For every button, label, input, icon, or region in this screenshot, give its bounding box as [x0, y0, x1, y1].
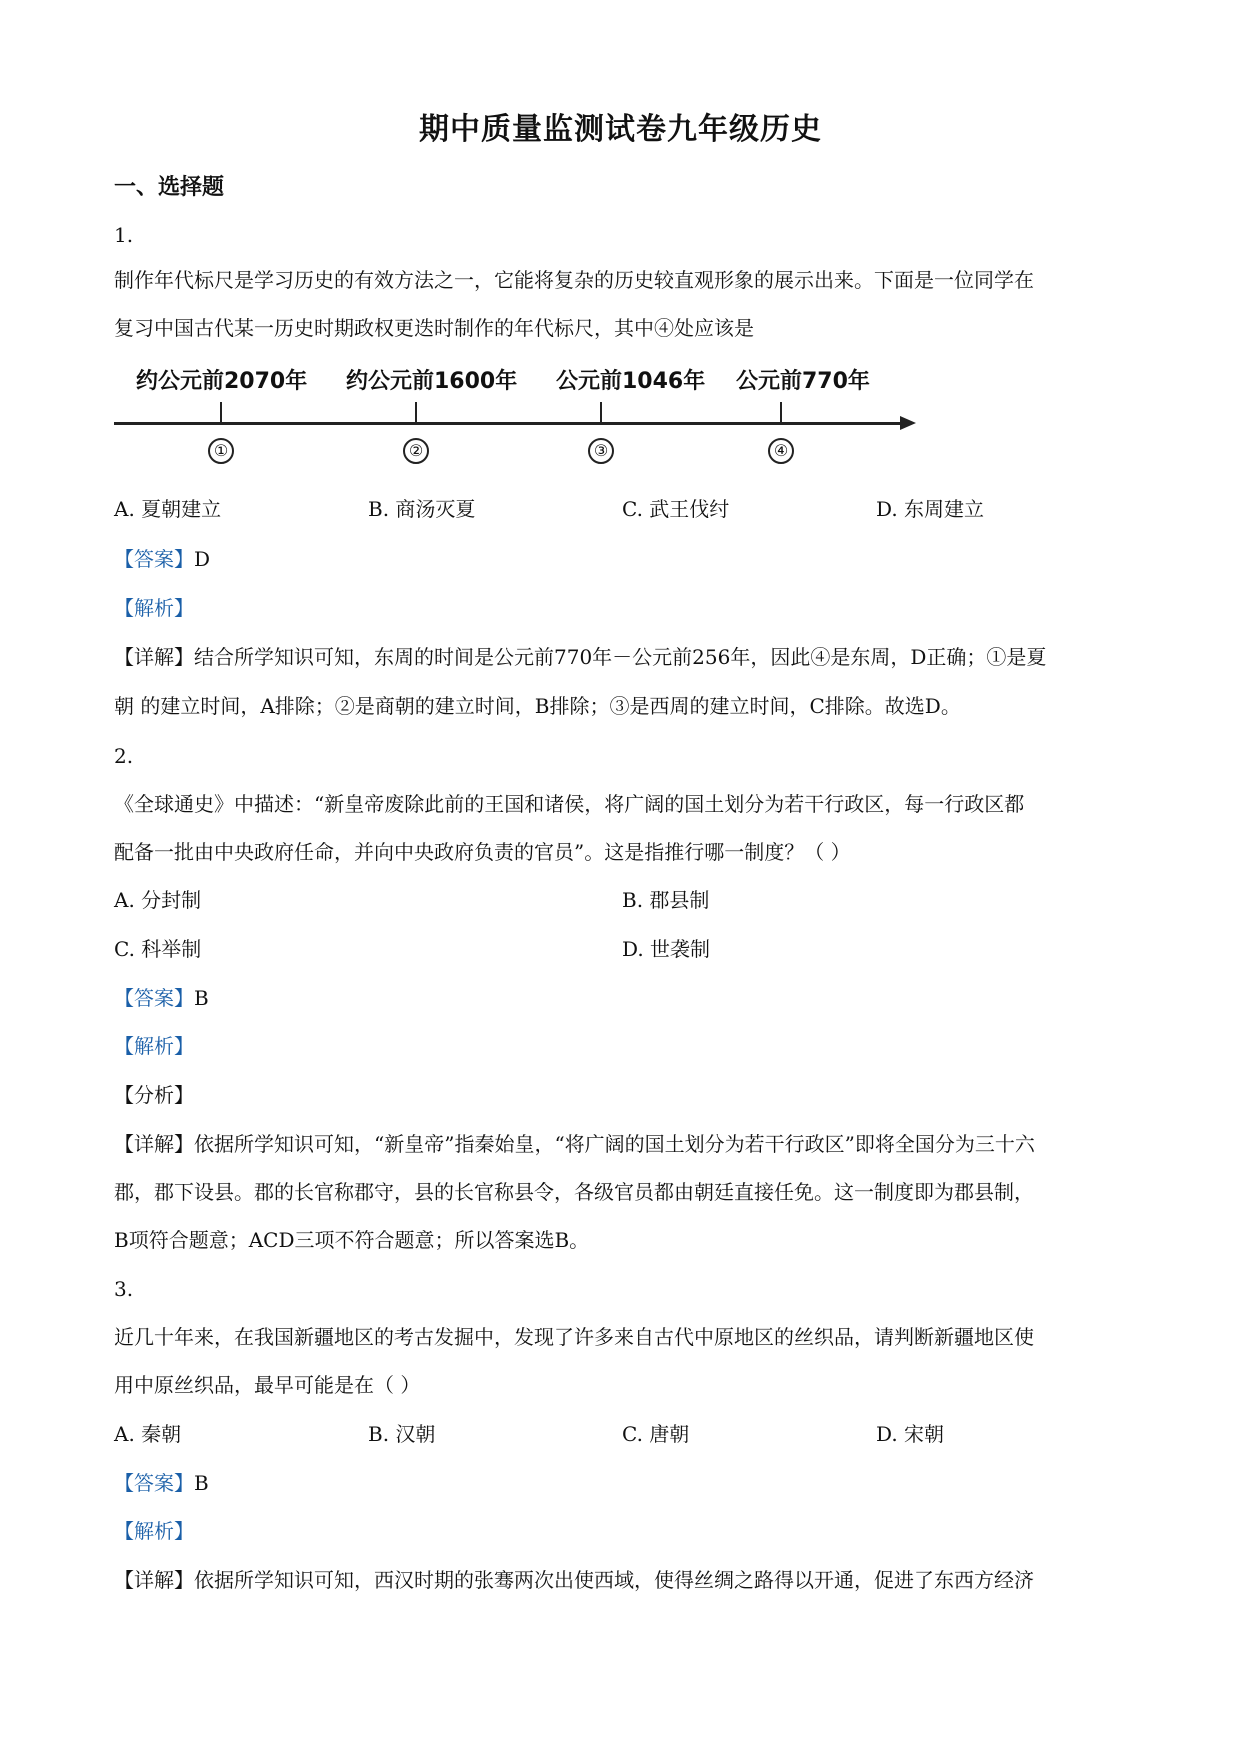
question-2-detail-line: B项符合题意；ACD三项不符合题意；所以答案选B。	[114, 1228, 590, 1252]
question-2-option-c: C. 科举制	[114, 937, 202, 961]
question-2-stem-line: 《全球通史》中描述：“新皇帝废除此前的王国和诸侯，将广阔的国土划分为若干行政区，每一行政区都	[114, 792, 1025, 816]
timeline-arrow-head	[900, 416, 916, 430]
question-3-option-a: A. 秦朝	[114, 1422, 182, 1446]
question-1-analysis-tag: 【解析】	[114, 596, 194, 620]
timeline-label: 公元前770年	[736, 369, 870, 394]
timeline-tick	[415, 402, 417, 423]
question-3-detail-line: 【详解】依据所学知识可知，西汉时期的张骞两次出使西域，使得丝绸之路得以开通，促进了东西方经济	[114, 1568, 1034, 1592]
timeline-label: 公元前1046年	[556, 369, 706, 394]
timeline-tick	[220, 402, 222, 423]
answer-value: D	[194, 547, 211, 571]
answer-tag: 【答案】	[114, 986, 194, 1010]
question-1-number: 1.	[114, 223, 134, 247]
question-3-option-d: D. 宋朝	[876, 1422, 945, 1446]
question-3-option-c: C. 唐朝	[622, 1422, 690, 1446]
timeline-mark: ②	[403, 438, 429, 464]
question-1-detail-line: 朝 的建立时间，A排除；②是商朝的建立时间，B排除；③是西周的建立时间，C排除。故选D。	[114, 694, 961, 718]
question-2-detail-line: 郡，郡下设县。郡的长官称郡守，县的长官称县令，各级官员都由朝廷直接任免。这一制度即为郡县制，	[114, 1180, 1034, 1204]
answer-tag: 【答案】	[114, 1471, 194, 1495]
question-3-analysis-tag: 【解析】	[114, 1519, 194, 1543]
question-1-option-a: A. 夏朝建立	[114, 497, 222, 521]
timeline-tick	[600, 402, 602, 423]
section-heading: 一、选择题	[114, 174, 225, 200]
question-3-option-b: B. 汉朝	[368, 1422, 436, 1446]
question-1-option-c: C. 武王伐纣	[622, 497, 730, 521]
question-2-answer	[114, 984, 1124, 1012]
question-2-option-d: D. 世袭制	[622, 937, 711, 961]
question-3-number: 3.	[114, 1277, 134, 1301]
timeline-label: 约公元前2070年	[136, 369, 308, 394]
question-2-fenxi-tag: 【分析】	[114, 1083, 194, 1107]
question-1-stem-line: 制作年代标尺是学习历史的有效方法之一，它能将复杂的历史较直观形象的展示出来。下面是一位同学在	[114, 268, 1034, 292]
question-1-detail-line: 【详解】结合所学知识可知，东周的时间是公元前770年－公元前256年，因此④是东周，D正确；①是夏	[114, 645, 1047, 669]
question-2-analysis-tag: 【解析】	[114, 1034, 194, 1058]
question-2-option-a: A. 分封制	[114, 888, 202, 912]
answer-value: B	[194, 1471, 209, 1495]
page-title: 期中质量监测试卷九年级历史	[419, 112, 822, 147]
timeline-axis	[114, 422, 904, 425]
timeline-mark: ④	[768, 438, 794, 464]
timeline-label: 约公元前1600年	[346, 369, 518, 394]
timeline-mark: ①	[208, 438, 234, 464]
question-3-stem-line: 近几十年来，在我国新疆地区的考古发掘中，发现了许多来自古代中原地区的丝织品，请判断新疆地区使	[114, 1325, 1034, 1349]
question-1-option-b: B. 商汤灭夏	[368, 497, 476, 521]
question-3-answer	[114, 1469, 1124, 1497]
question-2-stem-line: 配备一批由中央政府任命，并向中央政府负责的官员”。这是指推行哪一制度？（ ）	[114, 840, 851, 864]
timeline-tick	[780, 402, 782, 423]
question-1-answer	[114, 545, 1124, 573]
timeline-mark: ③	[588, 438, 614, 464]
answer-tag: 【答案】	[114, 547, 194, 571]
answer-value: B	[194, 986, 209, 1010]
question-1-option-d: D. 东周建立	[876, 497, 985, 521]
question-2-number: 2.	[114, 744, 134, 768]
question-2-detail-line: 【详解】依据所学知识可知，“新皇帝”指秦始皇，“将广阔的国土划分为若干行政区”即将全国分为三十六	[114, 1132, 1035, 1156]
question-1-stem-line: 复习中国古代某一历史时期政权更迭时制作的年代标尺，其中④处应该是	[114, 316, 754, 340]
timeline-figure	[110, 360, 930, 470]
question-3-stem-line: 用中原丝织品，最早可能是在（ ）	[114, 1373, 421, 1397]
question-2-option-b: B. 郡县制	[622, 888, 710, 912]
